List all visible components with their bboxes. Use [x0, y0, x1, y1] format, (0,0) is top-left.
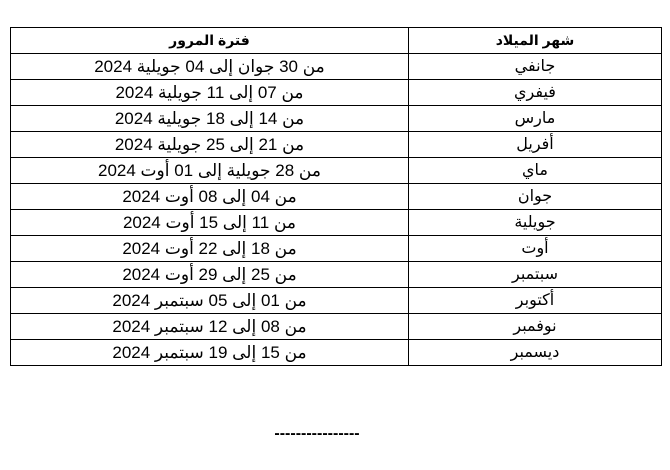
birth-month-cell: أكتوبر [409, 288, 662, 314]
birth-month-cell: جوان [409, 184, 662, 210]
pass-period-cell: من 04 إلى 08 أوت 2024 [11, 184, 409, 210]
pass-period-cell: من 25 إلى 29 أوت 2024 [11, 262, 409, 288]
pass-period-cell: من 18 إلى 22 أوت 2024 [11, 236, 409, 262]
pass-period-cell: من 15 إلى 19 سبتمبر 2024 [11, 340, 409, 366]
pass-period-cell: من 11 إلى 15 أوت 2024 [11, 210, 409, 236]
pass-period-cell: من 28 جويلية إلى 01 أوت 2024 [11, 158, 409, 184]
schedule-table [10, 27, 662, 366]
birth-month-cell: أوت [409, 236, 662, 262]
table-row [11, 184, 662, 210]
table-row [11, 262, 662, 288]
table-row [11, 132, 662, 158]
birth-month-cell: ديسمبر [409, 340, 662, 366]
pass-period-cell: من 21 إلى 25 جويلية 2024 [11, 132, 409, 158]
header-birth-month: شهر الميلاد [409, 28, 662, 54]
birth-month-cell: ماي [409, 158, 662, 184]
table-row [11, 210, 662, 236]
table-row [11, 80, 662, 106]
birth-month-cell: فيفري [409, 80, 662, 106]
table-row [11, 158, 662, 184]
pass-period-cell: من 01 إلى 05 سبتمبر 2024 [11, 288, 409, 314]
table-body [11, 54, 662, 366]
birth-month-cell: سبتمبر [409, 262, 662, 288]
birth-month-cell: جويلية [409, 210, 662, 236]
table-header-row [11, 28, 662, 54]
table-row [11, 106, 662, 132]
dashed-separator: ---------------- [274, 425, 360, 442]
birth-month-cell: أفريل [409, 132, 662, 158]
table-row [11, 236, 662, 262]
pass-period-cell: من 08 إلى 12 سبتمبر 2024 [11, 314, 409, 340]
table-row [11, 314, 662, 340]
table-row [11, 288, 662, 314]
pass-period-cell: من 14 إلى 18 جويلية 2024 [11, 106, 409, 132]
table-row [11, 340, 662, 366]
birth-month-cell: مارس [409, 106, 662, 132]
birth-month-cell: جانفي [409, 54, 662, 80]
table-row [11, 54, 662, 80]
birth-month-cell: نوفمبر [409, 314, 662, 340]
pass-period-cell: من 07 إلى 11 جويلية 2024 [11, 80, 409, 106]
header-pass-period: فترة المرور [11, 28, 409, 54]
pass-period-cell: من 30 جوان إلى 04 جويلية 2024 [11, 54, 409, 80]
